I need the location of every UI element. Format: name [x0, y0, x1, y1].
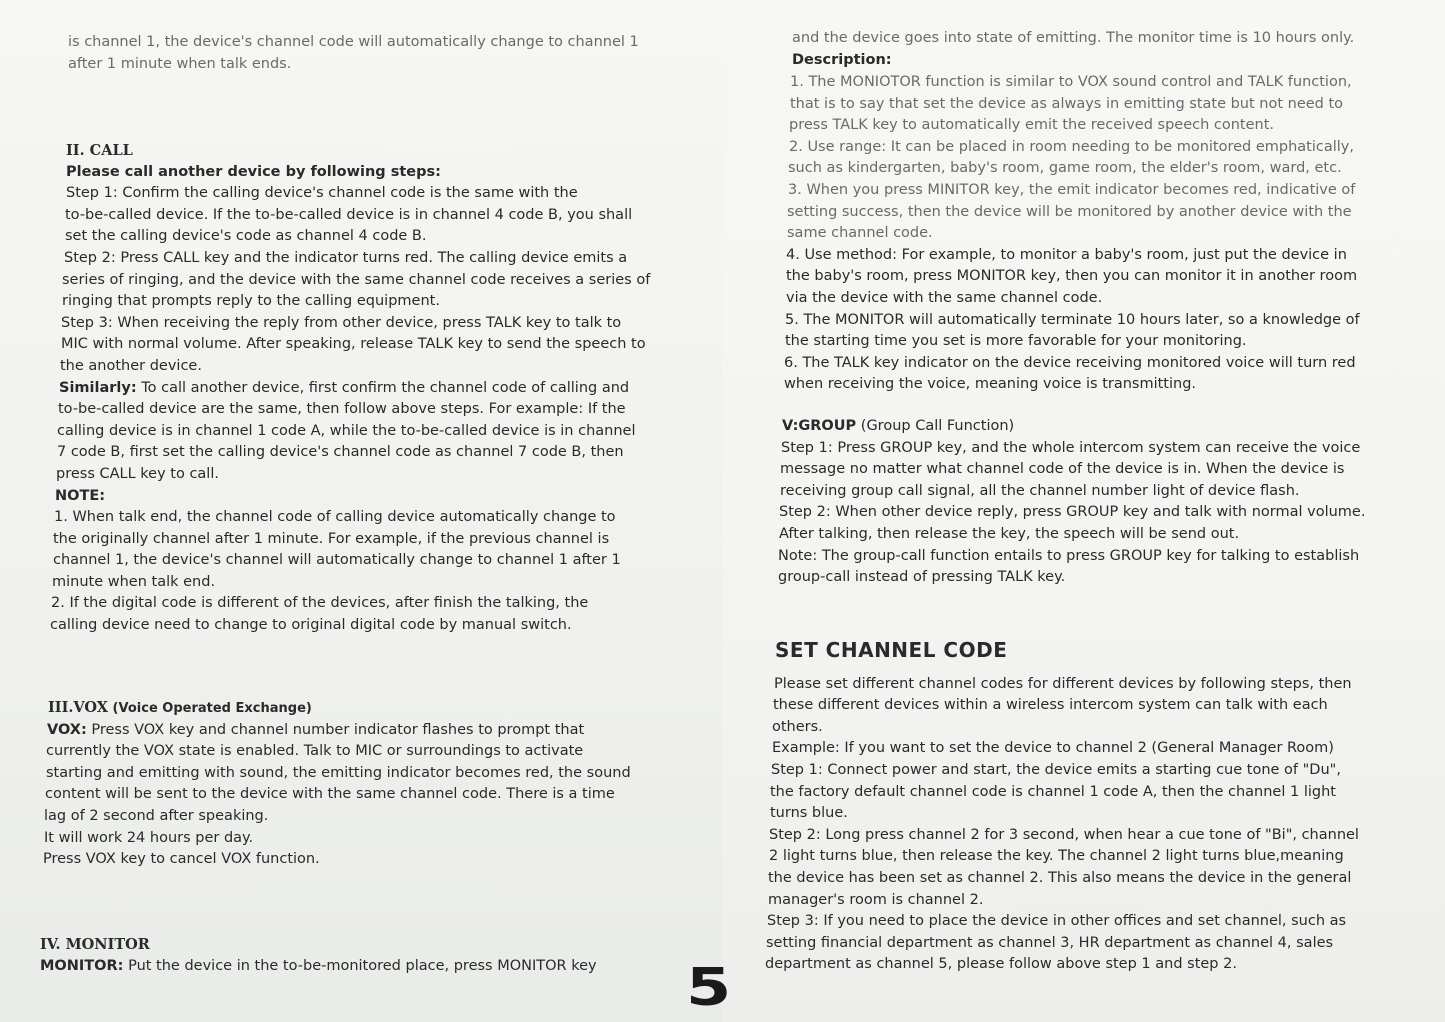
similarly-paragraph	[59, 378, 672, 400]
channel-line: setting financial department as channel 3, HR department as channel 4, sales	[766, 934, 1334, 951]
monitor-text: Put the device in the to-be-monitored place, press MONITOR key	[123, 957, 597, 974]
similarly-line: 7 code B, first set the calling device's channel code as channel 7 code B, then	[57, 444, 624, 461]
left-page	[0, 0, 722, 1022]
group-line: Step 1: Press GROUP key, and the whole intercom system can receive the voice	[781, 439, 1361, 456]
description-line: press TALK key to automatically emit the received speech content.	[789, 117, 1275, 134]
intro-line: after 1 minute when talk ends.	[68, 55, 292, 72]
description-line: same channel code.	[787, 225, 933, 242]
group-line: After talking, then release the key, the speech will be send out.	[779, 525, 1240, 542]
call-line: series of ringing, and the device with the same channel code receives a series of	[62, 271, 651, 288]
group-heading-sub: (Group Call Function)	[856, 418, 1015, 434]
channel-line: Step 3: If you need to place the device in other offices and set channel, such as	[767, 913, 1347, 930]
vox-section	[43, 697, 656, 871]
channel-line: turns blue.	[770, 805, 848, 822]
description-line: 6. The TALK key indicator on the device receiving monitored voice will turn red	[784, 354, 1356, 371]
call-line: Step 2: Press CALL key and the indicator turns red. The calling device emits a	[64, 249, 628, 266]
note-line: 2. If the digital code is different of the devices, after finish the talking, the	[51, 595, 589, 612]
description-label: Description:	[792, 51, 892, 68]
similarly-line: calling device is in channel 1 code A, while the to-be-called device is in channel	[57, 422, 636, 439]
note-line: 1. When talk end, the channel code of calling device automatically change to	[54, 509, 616, 526]
call-line: to-be-called device. If the to-be-called device is in channel 4 code B, you shall	[65, 206, 633, 223]
channel-line: the device has been set as channel 2. This also means the device in the general	[768, 869, 1352, 886]
description-line: 2. Use range: It can be placed in room needing to be monitored emphatically,	[789, 138, 1354, 155]
similarly-label: Similarly:	[59, 379, 137, 396]
description-line: via the device with the same channel code.	[786, 289, 1103, 306]
monitor-cont-line: and the device goes into state of emitting. The monitor time is 10 hours only.	[792, 30, 1355, 46]
channel-line: these different devices within a wireless intercom system can talk with each	[773, 697, 1328, 714]
left-intro	[68, 32, 678, 75]
channel-line: the factory default channel code is channel 1 code A, then the channel 1 light	[770, 783, 1336, 800]
description-line: setting success, then the device will be monitored by another device with the	[787, 203, 1352, 220]
call-line: ringing that prompts reply to the calling equipment.	[62, 293, 440, 310]
description-line: when receiving the voice, meaning voice is transmitting.	[784, 376, 1197, 393]
note-line: minute when talk end.	[52, 573, 216, 590]
similarly-line: to-be-called device are the same, then follow above steps. For example: If the	[58, 401, 626, 418]
description-line: that is to say that set the device as always in emitting state but not need to	[790, 95, 1344, 112]
channel-line: others.	[772, 718, 823, 735]
call-section	[50, 140, 672, 637]
description-line: such as kindergarten, baby's room, game room, the elder's room, ward, etc.	[788, 160, 1342, 177]
vox-label: VOX:	[47, 721, 87, 738]
note-line: calling device need to change to original digital code by manual switch.	[50, 617, 572, 634]
call-line: set the calling device's code as channel 4 code B.	[65, 228, 427, 245]
similarly-text: To call another device, first confirm the channel code of calling and	[136, 379, 630, 396]
monitor-paragraph	[40, 956, 680, 978]
channel-line: Step 1: Connect power and start, the device emits a starting cue tone of "Du",	[771, 761, 1341, 778]
channel-line: department as channel 5, please follow above step 1 and step 2.	[765, 956, 1237, 973]
note-line: channel 1, the device's channel will automatically change to channel 1 after 1	[53, 552, 621, 569]
right-page	[722, 0, 1445, 1022]
description-line: 1. The MONIOTOR function is similar to VOX sound control and TALK function,	[790, 74, 1352, 90]
channel-section	[765, 638, 1384, 976]
vox-line: lag of 2 second after speaking.	[44, 807, 269, 824]
call-line: Step 3: When receiving the reply from other device, press TALK key to talk to	[61, 314, 622, 331]
similarly-line: press CALL key to call.	[56, 465, 219, 482]
group-line: Note: The group-call function entails to press GROUP key for talking to establish	[778, 547, 1360, 564]
channel-heading: SET CHANNEL CODE	[775, 638, 1008, 662]
channel-line: manager's room is channel 2.	[768, 891, 984, 908]
note-line: the originally channel after 1 minute. For example, if the previous channel is	[53, 530, 610, 547]
vox-paragraph	[47, 720, 656, 742]
description-line: 4. Use method: For example, to monitor a baby's room, just put the device in	[786, 246, 1347, 263]
channel-line: Please set different channel codes for different devices by following steps, then	[774, 675, 1352, 692]
vox-heading: III.VOX	[48, 699, 109, 716]
intro-line: is channel 1, the device's channel code will automatically change to channel 1	[68, 34, 639, 50]
description-line: 5. The MONITOR will automatically terminate 10 hours later, so a knowledge of	[785, 311, 1360, 328]
group-line: message no matter what channel code of the device is in. When the device is	[780, 461, 1345, 478]
call-subheading: Please call another device by following steps:	[66, 163, 441, 180]
vox-line: It will work 24 hours per day.	[44, 829, 254, 846]
vox-line: starting and emitting with sound, the emitting indicator becomes red, the sound	[46, 764, 631, 781]
call-line: Step 1: Confirm the calling device's channel code is the same with the	[66, 185, 578, 202]
group-heading: V:GROUP	[782, 418, 857, 434]
call-line: MIC with normal volume. After speaking, release TALK key to send the speech to	[61, 336, 646, 353]
vox-heading-row	[48, 697, 656, 720]
description-line: the baby's room, press MONITOR key, then you can monitor it in another room	[786, 268, 1358, 285]
group-heading-row	[782, 416, 1392, 438]
call-heading: II. CALL	[66, 142, 133, 159]
vox-line: Press VOX key to cancel VOX function.	[43, 851, 320, 868]
page-number: 5	[686, 958, 732, 1018]
channel-line: Step 2: Long press channel 2 for 3 second, when hear a cue tone of "Bi", channel	[769, 826, 1359, 843]
description-line: 3. When you press MINITOR key, the emit indicator becomes red, indicative of	[788, 181, 1356, 198]
monitor-heading: IV. MONITOR	[40, 936, 150, 953]
group-line: group-call instead of pressing TALK key.	[778, 569, 1066, 586]
vox-line: currently the VOX state is enabled. Talk to MIC or surroundings to activate	[46, 743, 584, 760]
channel-line: Example: If you want to set the device to channel 2 (General Manager Room)	[772, 740, 1334, 757]
group-section	[780, 416, 1392, 589]
note-label: NOTE:	[55, 487, 106, 504]
group-line: Step 2: When other device reply, press GROUP key and talk with normal volume.	[779, 504, 1366, 521]
monitor-section	[40, 934, 680, 977]
vox-line: content will be sent to the device with the same channel code. There is a time	[45, 786, 615, 803]
monitor-label: MONITOR:	[40, 957, 124, 974]
group-line: receiving group call signal, all the channel number light of device flash.	[780, 482, 1300, 499]
description-section	[784, 72, 1400, 396]
channel-line: 2 light turns blue, then release the key. The channel 2 light turns blue,meaning	[769, 848, 1344, 865]
monitor-continued	[792, 28, 1402, 71]
description-line: the starting time you set is more favorable for your monitoring.	[785, 333, 1247, 350]
vox-heading-sub: (Voice Operated Exchange)	[108, 701, 312, 716]
vox-text: Press VOX key and channel number indicator flashes to prompt that	[86, 721, 585, 738]
call-line: the another device.	[60, 357, 202, 374]
